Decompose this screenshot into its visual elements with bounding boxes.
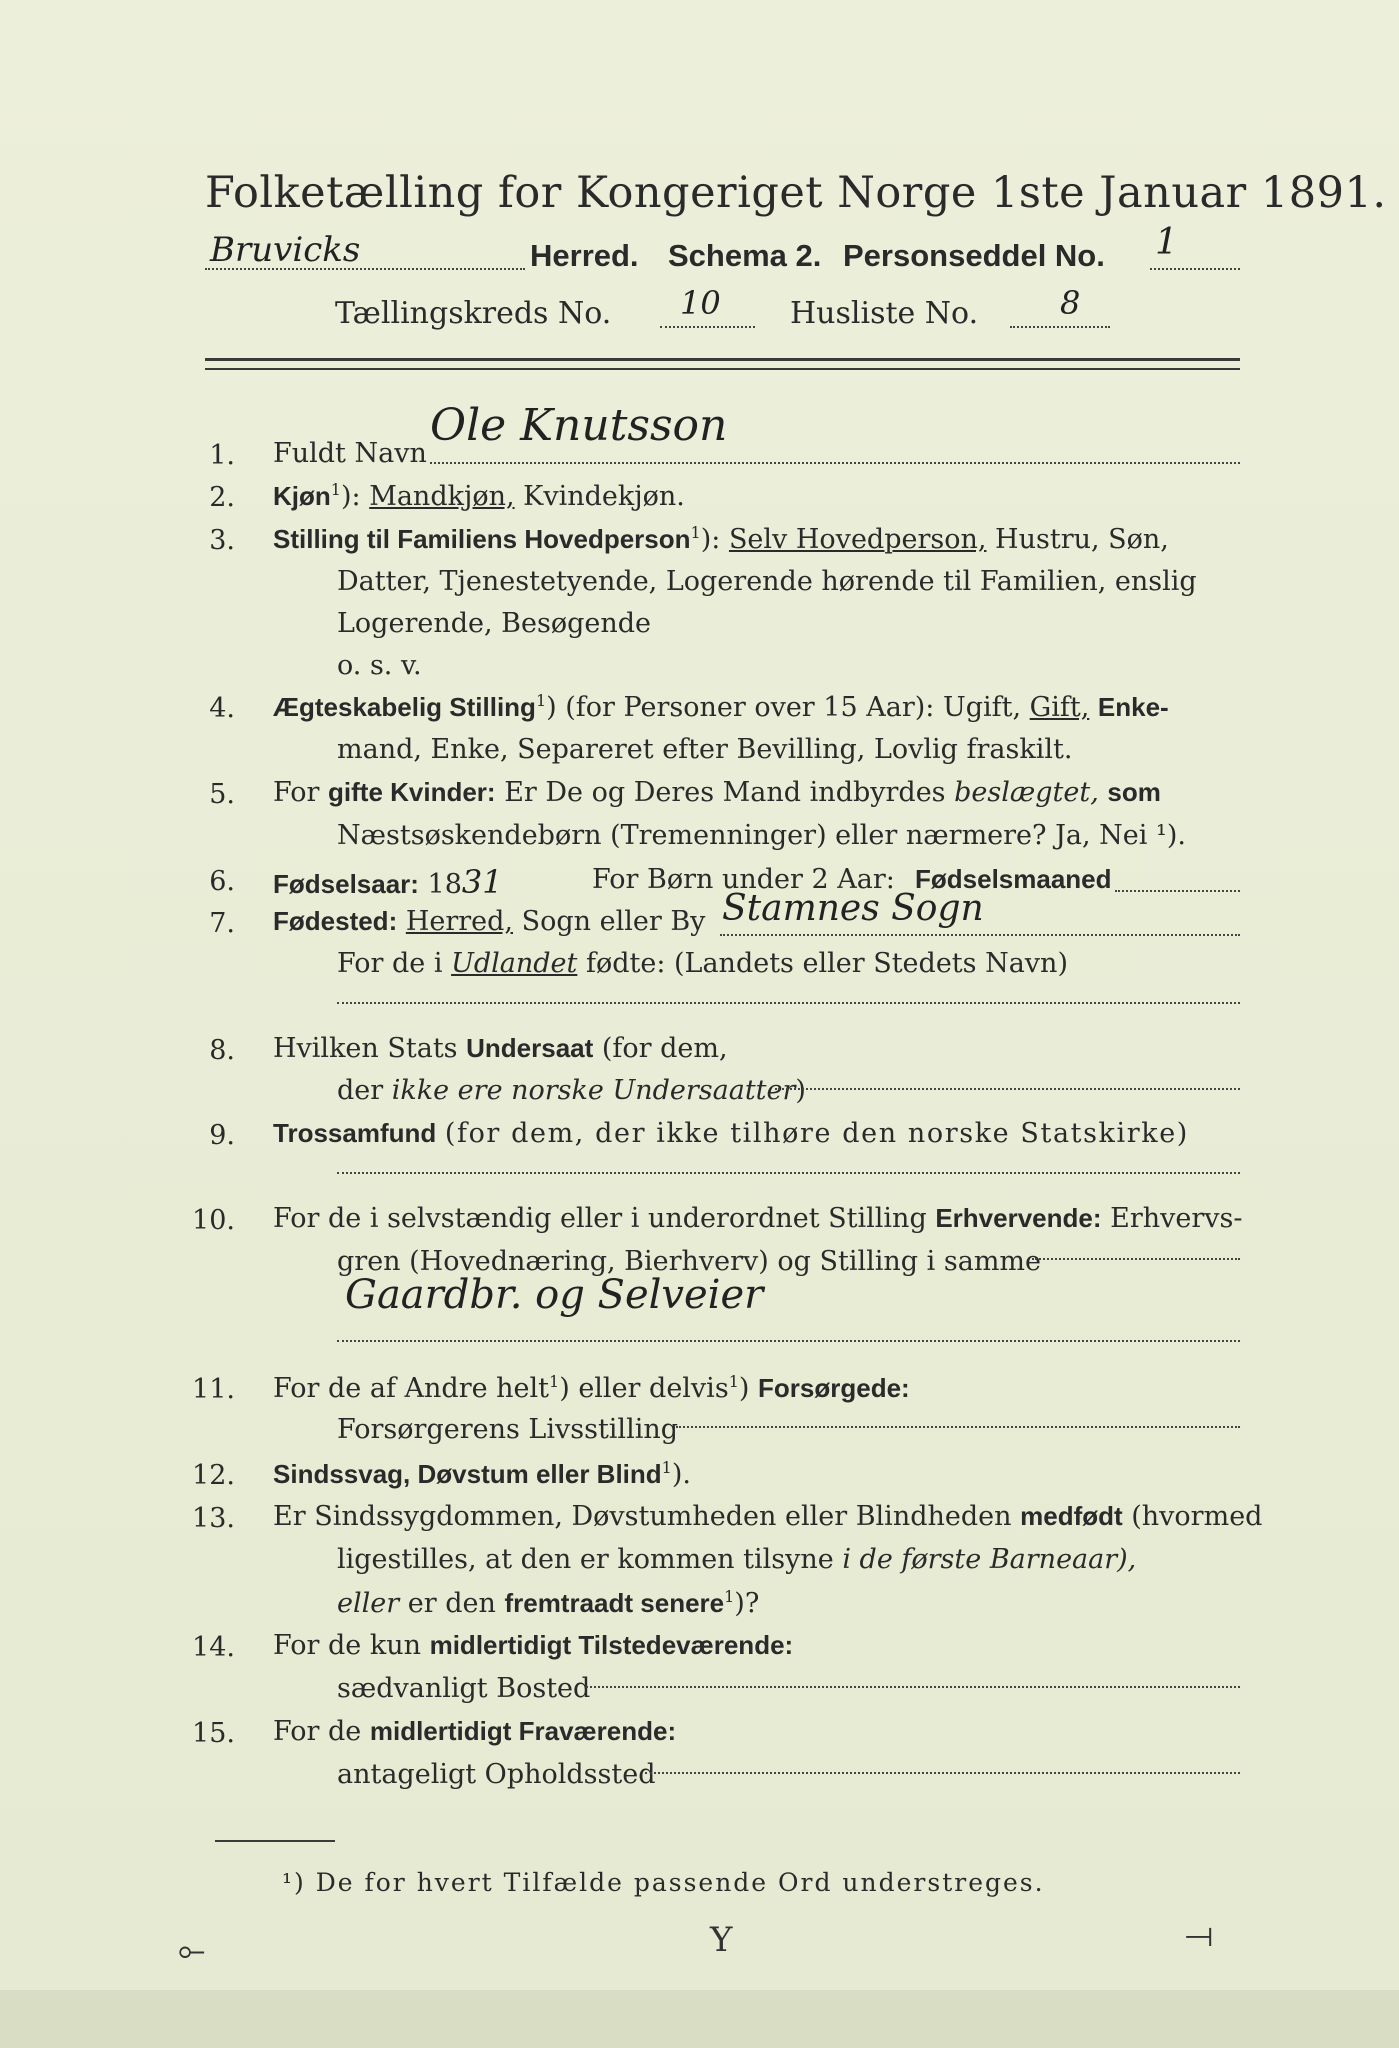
q3-line1 bbox=[273, 525, 1169, 553]
q4-selected: Gift, bbox=[1029, 692, 1090, 723]
q7-line2a: For de i bbox=[337, 948, 443, 979]
q9-text: (for dem, der ikke tilhøre den norske Statskirke) bbox=[444, 1118, 1189, 1149]
q8-dotline bbox=[775, 1088, 1240, 1090]
husliste-value: 8 bbox=[1060, 284, 1081, 322]
q11-line1 bbox=[273, 1374, 910, 1402]
q4-number: 4. bbox=[209, 693, 235, 724]
q3-line3: Logerende, Besøgende bbox=[337, 608, 651, 639]
q2-number: 2. bbox=[209, 482, 235, 513]
q3-label: Stilling til Familiens Hovedperson bbox=[273, 524, 691, 554]
personseddel-dotline bbox=[1150, 268, 1240, 270]
q15-dotline bbox=[645, 1772, 1240, 1774]
q3-colon: ): bbox=[700, 524, 721, 555]
q12-tail: ). bbox=[671, 1459, 691, 1490]
q8-line2: der ikke ere norske Undersaatter) bbox=[337, 1075, 806, 1106]
q5-label: gifte Kvinder: bbox=[328, 777, 496, 807]
q3-rest1: Hustru, Søn, bbox=[995, 524, 1169, 555]
q13-line2-italic: i de første Barneaar), bbox=[842, 1544, 1137, 1575]
q6-number: 6. bbox=[209, 866, 235, 897]
q2-option-kvindekjon: Kvindekjøn. bbox=[523, 481, 685, 512]
q4-sup: 1 bbox=[535, 691, 547, 710]
q8-line1 bbox=[273, 1035, 728, 1062]
q3-number: 3. bbox=[209, 525, 235, 556]
q6-dotline bbox=[1115, 890, 1240, 892]
q13-number: 13. bbox=[192, 1503, 235, 1534]
q11-number: 11. bbox=[192, 1374, 235, 1405]
q6-line1 bbox=[273, 863, 503, 901]
q9-label: Trossamfund bbox=[273, 1118, 437, 1148]
herred-dotline bbox=[205, 268, 525, 270]
q7-dotline bbox=[720, 934, 1240, 936]
q13-line3c: )? bbox=[734, 1588, 760, 1619]
q12-label: Sindssvag, Døvstum eller Blind bbox=[273, 1459, 662, 1489]
q15-line1 bbox=[273, 1718, 676, 1745]
q5-line2: Næstsøskendebørn (Tremenninger) eller nærmere? Ja, Nei ¹). bbox=[337, 820, 1186, 851]
q6-label: Fødselsaar: bbox=[273, 869, 419, 899]
q8-label: Undersaat bbox=[466, 1033, 594, 1063]
q4-line1 bbox=[273, 693, 1169, 721]
q2-sup: 1 bbox=[330, 480, 341, 499]
q7-answer: Stamnes Sogn bbox=[722, 888, 984, 929]
herred-value: Bruvicks bbox=[210, 230, 361, 270]
q8-number: 8. bbox=[209, 1035, 235, 1066]
q7-text: Sogn eller By bbox=[521, 906, 706, 937]
q7-selected: Herred, bbox=[405, 906, 514, 937]
q13-label: medfødt bbox=[1020, 1501, 1123, 1531]
herred-label: Herred. bbox=[530, 238, 639, 273]
q13-text: Er Sindssygdommen, Døvstumheden eller Blindheden bbox=[273, 1501, 1012, 1532]
schema-label: Schema 2. bbox=[668, 238, 822, 273]
q14-line1 bbox=[273, 1632, 793, 1659]
q13-line1 bbox=[273, 1503, 1262, 1530]
q1-label: Fuldt Navn bbox=[273, 438, 427, 469]
q8-line2a: der bbox=[337, 1075, 384, 1106]
q5-pre: For bbox=[273, 777, 320, 808]
q13-text2: (hvormed bbox=[1131, 1501, 1263, 1532]
q14-text: For de kun bbox=[273, 1630, 421, 1661]
q8-text: Hvilken Stats bbox=[273, 1033, 458, 1064]
q8-text2: (for dem, bbox=[601, 1033, 728, 1064]
kreds-value: 10 bbox=[680, 284, 721, 322]
q4-text2: Enke- bbox=[1097, 692, 1169, 722]
q11-line2: Forsørgerens Livsstilling bbox=[337, 1414, 679, 1445]
q15-label: midlertidigt Fraværende: bbox=[369, 1716, 677, 1746]
q3-line2: Datter, Tjenestetyende, Logerende hørende til Familien, enslig bbox=[337, 566, 1197, 597]
q4-text1: ) (for Personer over 15 Aar): Ugift, bbox=[546, 692, 1022, 723]
q12-line1 bbox=[273, 1460, 691, 1488]
q5-text2: som bbox=[1107, 777, 1161, 807]
q5-line1 bbox=[273, 779, 1161, 806]
q10-dotline bbox=[1032, 1258, 1240, 1260]
q9-line1 bbox=[273, 1120, 1189, 1147]
q9-dotline bbox=[337, 1172, 1240, 1174]
q10-line2: gren (Hovednæring, Bierhverv) og Stilling i samme bbox=[337, 1246, 1042, 1277]
header-rule-bottom bbox=[205, 368, 1240, 370]
q14-dotline bbox=[586, 1686, 1240, 1688]
header-rule-top bbox=[205, 358, 1240, 361]
q10-text: For de i selvstændig eller i underordnet Stilling bbox=[273, 1203, 927, 1234]
kreds-dotline bbox=[660, 326, 755, 328]
page-bottom-band bbox=[0, 1990, 1399, 2048]
q7-line2-italic: Udlandet bbox=[451, 948, 578, 979]
q6-label2: Fødselsmaaned bbox=[915, 864, 1112, 894]
q14-line2: sædvanligt Bosted bbox=[337, 1673, 591, 1704]
footnote-rule bbox=[215, 1840, 335, 1842]
q13-line2 bbox=[337, 1546, 1136, 1573]
q6-prefix: 18 bbox=[427, 869, 462, 900]
q15-text: For de bbox=[273, 1716, 362, 1747]
q2-label: Kjøn bbox=[273, 481, 331, 511]
q7-label: Fødested: bbox=[273, 906, 398, 936]
q7-line2 bbox=[337, 950, 1068, 977]
q2-text bbox=[273, 482, 685, 510]
q3-sup: 1 bbox=[690, 523, 701, 542]
q10-label: Erhvervende: bbox=[935, 1203, 1102, 1233]
kreds-label: Tællingskreds No. bbox=[335, 296, 612, 331]
q7-line1 bbox=[273, 908, 705, 935]
q10-answer: Gaardbr. og Selveier bbox=[345, 1272, 764, 1318]
q7-number: 7. bbox=[209, 908, 235, 939]
form-title: Folketælling for Kongeriget Norge 1ste Januar 1891. bbox=[205, 168, 1387, 218]
personseddel-label: Personseddel No. bbox=[843, 238, 1105, 273]
footnote: ¹) De for hvert Tilfælde passende Ord understreges. bbox=[282, 1868, 1045, 1897]
q15-number: 15. bbox=[192, 1718, 235, 1749]
q11-text2: ) eller delvis bbox=[559, 1373, 729, 1404]
q2-colon: ): bbox=[340, 481, 361, 512]
q14-number: 14. bbox=[192, 1632, 235, 1663]
q1-number: 1. bbox=[209, 440, 235, 471]
q11-text3: ) bbox=[738, 1373, 750, 1404]
q12-sup: 1 bbox=[661, 1458, 672, 1477]
q10-text2: Erhvervs- bbox=[1110, 1203, 1243, 1234]
q6-answer: 31 bbox=[461, 863, 503, 901]
q10-number: 10. bbox=[192, 1205, 235, 1236]
q14-label: midlertidigt Tilstedeværende: bbox=[429, 1630, 794, 1660]
q13-line3a: er den bbox=[407, 1588, 496, 1619]
q4-label: Ægteskabelig Stilling bbox=[273, 692, 536, 722]
q10-line1 bbox=[273, 1205, 1243, 1232]
q6-text: For Børn under 2 Aar: bbox=[592, 864, 895, 895]
q10-dotline2 bbox=[337, 1340, 1240, 1342]
q8-line2-italic: ikke ere norske Undersaatter bbox=[391, 1075, 796, 1106]
personseddel-value: 1 bbox=[1155, 222, 1178, 263]
corner-mark-right-icon: ⟞ bbox=[1185, 1915, 1214, 1955]
q13-line3 bbox=[337, 1589, 759, 1617]
q5-text1: Er De og Deres Mand indbyrdes bbox=[504, 777, 946, 808]
q4-line2: mand, Enke, Separeret efter Bevilling, Lovlig fraskilt. bbox=[337, 734, 1073, 765]
q11-sup1: 1 bbox=[549, 1372, 560, 1391]
q1-answer: Ole Knutsson bbox=[430, 400, 728, 451]
q11-text: For de af Andre helt bbox=[273, 1373, 550, 1404]
q11-dotline bbox=[676, 1426, 1240, 1428]
q3-selected: Selv Hovedperson, bbox=[728, 524, 987, 555]
q13-line2a: ligestilles, at den er kommen tilsyne bbox=[337, 1544, 834, 1575]
q12-number: 12. bbox=[192, 1460, 235, 1491]
q7-line2b: fødte: (Landets eller Stedets Navn) bbox=[585, 948, 1068, 979]
q7-dotline2 bbox=[337, 1002, 1240, 1004]
q3-line4: o. s. v. bbox=[337, 650, 422, 681]
corner-mark-left-icon: ⟜ bbox=[178, 1930, 206, 1970]
q9-number: 9. bbox=[209, 1120, 235, 1151]
q5-italic: beslægtet, bbox=[954, 777, 1099, 808]
q11-label: Forsørgede: bbox=[758, 1373, 910, 1403]
husliste-label: Husliste No. bbox=[790, 296, 979, 331]
q11-sup2: 1 bbox=[728, 1372, 739, 1391]
husliste-dotline bbox=[1010, 326, 1110, 328]
q13-line3-italic: eller bbox=[337, 1588, 400, 1619]
q15-line2: antageligt Opholdssted bbox=[337, 1759, 656, 1790]
q13-line3b: fremtraadt senere bbox=[504, 1588, 725, 1618]
q2-option-mandkjon: Mandkjøn, bbox=[369, 481, 515, 512]
q13-sup: 1 bbox=[724, 1587, 735, 1606]
q5-number: 5. bbox=[209, 779, 235, 810]
center-mark-icon: Y bbox=[710, 1920, 733, 1960]
q1-dotline bbox=[430, 462, 1240, 464]
